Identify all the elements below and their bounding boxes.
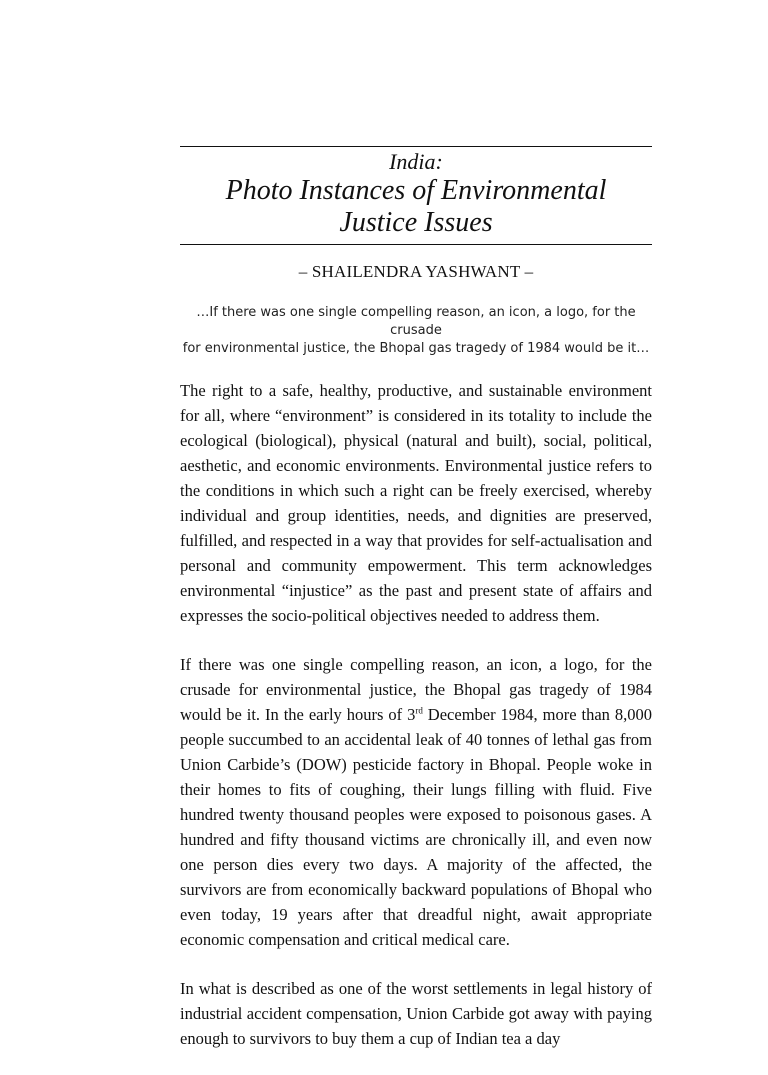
epigraph: [180, 304, 652, 358]
paragraph-2: [180, 652, 652, 952]
paragraph-2-part-b: December 1984, more than 8,000 people succumbed to an accidental leak of 40 tonnes of lethal gas from Union Carbide’s (DOW) pesticide factory in Bhopal. People woke in their homes to fits of coughing, their lungs filling with fluid. Five hundred twenty thousand peoples were exposed to poisonous gases. A hundred and fifty thousand victims are chronically ill, and even now one person dies every two days. A majority of the affected, the survivors are from economically backward populations of Bhopal who even today, 19 years after that dreadful night, await appropriate economic compensation and critical medical care.: [180, 705, 652, 949]
article-title: [180, 147, 652, 244]
ordinal-superscript: rd: [415, 705, 423, 716]
title-line-1: Photo Instances of Environmental: [225, 175, 607, 206]
paragraph-2-part-a: If there was one single compelling reason, an icon, a logo, for the crusade for environmental justice, the Bhopal gas tragedy of 1984 would be it. In the early hours of 3: [180, 655, 652, 724]
title-prefix: India:: [389, 149, 443, 174]
epigraph-line-2: for environmental justice, the Bhopal gas tragedy of 1984 would be it…: [182, 341, 650, 356]
paragraph-3: In what is described as one of the worst settlements in legal history of industrial accident compensation, Union Carbide got away with paying enough to survivors to buy them a cup of Indian tea a day: [180, 979, 652, 1048]
article-page: [180, 146, 652, 1075]
paragraph-1: The right to a safe, healthy, productive, and sustainable environment for all, where “environment” is considered in its totality to include the ecological (biological), physical (natural and built), social, political, aesthetic, and economic environments. Environmental justice refers to the conditions in which such a right can be freely exercised, whereby individual and group identities, needs, and dignities are preserved, fulfilled, and respected in a way that provides for self-actualisation and personal and community empowerment. This term acknowledges environmental “injustice” as the past and present state of affairs and expresses the socio-political objectives needed to address them.: [180, 381, 652, 625]
article-body: [180, 378, 652, 1051]
epigraph-line-1: …If there was one single compelling reason, an icon, a logo, for the crusade: [196, 305, 636, 338]
author-byline: – SHAILENDRA YASHWANT –: [298, 262, 534, 281]
title-line-2: Justice Issues: [339, 207, 493, 238]
title-bottom-rule: [180, 244, 652, 245]
